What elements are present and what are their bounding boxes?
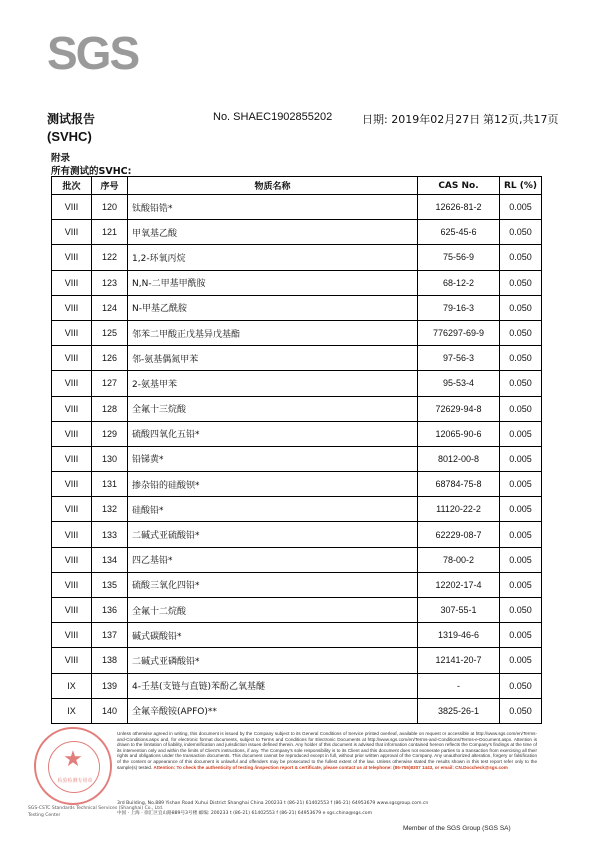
table-row xyxy=(52,195,542,220)
report-title: 测试报告 xyxy=(47,112,96,126)
svhc-heading: (SVHC) xyxy=(47,129,92,144)
page-count: 第12页,共17页 xyxy=(483,113,559,126)
col-header-batch: 批次 xyxy=(52,177,92,195)
cell-cas: 97-56-3 xyxy=(418,346,500,371)
table-row xyxy=(52,421,542,446)
cell-cas: 79-16-3 xyxy=(418,295,500,320)
cell-cas: 95-53-4 xyxy=(418,371,500,396)
cell-cas: 78-00-2 xyxy=(418,547,500,572)
cell-batch: VIII xyxy=(52,346,92,371)
cell-cas: 11120-22-2 xyxy=(418,497,500,522)
table-row xyxy=(52,497,542,522)
cell-batch: VIII xyxy=(52,522,92,547)
cell-batch: IX xyxy=(52,673,92,698)
cell-substance: 2-氨基甲苯 xyxy=(128,371,418,396)
cell-batch: VIII xyxy=(52,497,92,522)
cell-batch: VIII xyxy=(52,371,92,396)
cell-substance: 硫酸三氧化四铅* xyxy=(128,572,418,597)
table-row xyxy=(52,346,542,371)
cell-substance: N,N-二甲基甲酰胺 xyxy=(128,270,418,295)
member-line: Member of the SGS Group (SGS SA) xyxy=(403,825,511,832)
cell-rl: 0.005 xyxy=(500,446,542,471)
cell-rl: 0.005 xyxy=(500,572,542,597)
lab-name: SGS-CSTC Standards Technical Services (Shanghai) Co., Ltd. xyxy=(28,806,164,811)
col-header-no: 序号 xyxy=(92,177,128,195)
table-row xyxy=(52,598,542,623)
cell-substance: 甲氧基乙酸 xyxy=(128,220,418,245)
cell-cas: 1319-46-6 xyxy=(418,623,500,648)
appendix-label: 附录 xyxy=(51,153,71,164)
cell-substance: 1,2-环氧丙烷 xyxy=(128,245,418,270)
cell-cas: 12065-90-6 xyxy=(418,421,500,446)
attention-note: Attention: To check the authenticity of testing /inspection report & certificate, please contact us at telephone: (86-755)8307 1443, or email: CN.Doccheck@sgs.com xyxy=(153,764,508,770)
cell-rl: 0.050 xyxy=(500,220,542,245)
cell-batch: VIII xyxy=(52,472,92,497)
address-en: 3rd Building, No.889 Yishan Road Xuhui District Shanghai China 200233 t (86-21) 61402553 f (86-21) 64953679 www.sgsgroup.com.cn xyxy=(117,801,429,806)
cell-no: 136 xyxy=(92,598,128,623)
cell-rl: 0.050 xyxy=(500,371,542,396)
cell-batch: VIII xyxy=(52,446,92,471)
star-icon: ★ xyxy=(63,747,83,772)
cell-rl: 0.005 xyxy=(500,547,542,572)
table-row xyxy=(52,472,542,497)
cell-no: 131 xyxy=(92,472,128,497)
cell-no: 140 xyxy=(92,698,128,723)
cell-no: 126 xyxy=(92,346,128,371)
svhc-table xyxy=(51,176,542,724)
cell-cas: 68784-75-8 xyxy=(418,472,500,497)
table-row xyxy=(52,572,542,597)
cell-no: 135 xyxy=(92,572,128,597)
cell-no: 139 xyxy=(92,673,128,698)
cell-no: 125 xyxy=(92,320,128,345)
cell-substance: 全氟十三烷酸 xyxy=(128,396,418,421)
cell-substance: 碱式碳酸铅* xyxy=(128,623,418,648)
cell-rl: 0.005 xyxy=(500,472,542,497)
cell-rl: 0.050 xyxy=(500,346,542,371)
cell-batch: VIII xyxy=(52,598,92,623)
cell-cas: 12141-20-7 xyxy=(418,648,500,673)
cell-cas: 75-56-9 xyxy=(418,245,500,270)
cell-no: 121 xyxy=(92,220,128,245)
cell-batch: IX xyxy=(52,698,92,723)
cell-substance: 四乙基铅* xyxy=(128,547,418,572)
cell-substance: 二碱式亚硫酸铅* xyxy=(128,522,418,547)
cell-rl: 0.005 xyxy=(500,522,542,547)
cell-no: 132 xyxy=(92,497,128,522)
cell-substance: 4-壬基(支链与直链)苯酚乙氧基醚 xyxy=(128,673,418,698)
cell-no: 133 xyxy=(92,522,128,547)
cell-batch: VIII xyxy=(52,572,92,597)
cell-cas: 8012-00-8 xyxy=(418,446,500,471)
table-row xyxy=(52,371,542,396)
cell-cas: 62229-08-7 xyxy=(418,522,500,547)
cell-no: 124 xyxy=(92,295,128,320)
cell-rl: 0.050 xyxy=(500,270,542,295)
cell-cas: 12202-17-4 xyxy=(418,572,500,597)
table-row xyxy=(52,648,542,673)
disclaimer-text: Unless otherwise agreed in writing, this document is issued by the Company subject to its General Conditions of Service printed overleaf, available on request or accessible at http://www.sgs.com/en/Terms-and-Conditions.aspx and, for electronic format documents, subject to Terms and Conditions for Electronic Documents at http://www.sgs.com/en/Terms-and-Conditions/Terms-e-Document.aspx. Attention is drawn to the limitation of liability, indemnification and jurisdiction issues defined therein. Any holder of this document is advised that information contained hereon reflects the Company's findings at the time of its intervention only and within the limits of Client's instructions, if any. The Company's sole responsibility is to its Client and this document does not exonerate parties to a transaction from exercising all their rights and obligations under the transaction documents. This document cannot be reproduced except in full, without prior written approval of the Company. Any unauthorized alteration, forgery or falsification of the content or appearance of this document is unlawful and offenders may be prosecuted to the fullest extent of the law. Unless otherwise stated the results shown in this test report refer only to the sample(s) tested. xyxy=(117,731,537,770)
table-row xyxy=(52,673,542,698)
cell-batch: VIII xyxy=(52,648,92,673)
table-row xyxy=(52,245,542,270)
cell-rl: 0.050 xyxy=(500,673,542,698)
cell-rl: 0.050 xyxy=(500,396,542,421)
col-header-cas: CAS No. xyxy=(418,177,500,195)
cell-rl: 0.050 xyxy=(500,598,542,623)
table-row xyxy=(52,295,542,320)
cell-rl: 0.005 xyxy=(500,497,542,522)
cell-batch: VIII xyxy=(52,547,92,572)
cell-cas: 68-12-2 xyxy=(418,270,500,295)
cell-rl: 0.050 xyxy=(500,245,542,270)
cell-substance: 邻-氨基偶氮甲苯 xyxy=(128,346,418,371)
inspection-stamp xyxy=(34,727,112,805)
table-row xyxy=(52,396,542,421)
cell-cas: 72629-94-8 xyxy=(418,396,500,421)
cell-no: 134 xyxy=(92,547,128,572)
cell-substance: 硅酸铅* xyxy=(128,497,418,522)
table-row xyxy=(52,522,542,547)
cell-cas: - xyxy=(418,673,500,698)
cell-cas: 3825-26-1 xyxy=(418,698,500,723)
cell-batch: VIII xyxy=(52,220,92,245)
cell-substance: 全氟辛酸铵(APFO)** xyxy=(128,698,418,723)
cell-rl: 0.005 xyxy=(500,195,542,220)
cell-batch: VIII xyxy=(52,623,92,648)
table-row xyxy=(52,270,542,295)
cell-substance: N-甲基乙酰胺 xyxy=(128,295,418,320)
cell-no: 122 xyxy=(92,245,128,270)
cell-cas: 625-45-6 xyxy=(418,220,500,245)
cell-substance: 邻苯二甲酸正戊基异戊基酯 xyxy=(128,320,418,345)
cell-substance: 二碱式亚磷酸铅* xyxy=(128,648,418,673)
cell-cas: 307-55-1 xyxy=(418,598,500,623)
cell-rl: 0.050 xyxy=(500,698,542,723)
cell-no: 128 xyxy=(92,396,128,421)
table-row xyxy=(52,320,542,345)
cell-rl: 0.005 xyxy=(500,421,542,446)
cell-batch: VIII xyxy=(52,195,92,220)
col-header-substance: 物质名称 xyxy=(128,177,418,195)
disclaimer-block xyxy=(117,731,537,770)
lab-center: Testing Center xyxy=(28,813,61,818)
table-subtitle: 所有测试的SVHC: xyxy=(51,166,132,177)
cell-substance: 全氟十二烷酸 xyxy=(128,598,418,623)
cell-no: 130 xyxy=(92,446,128,471)
cell-cas: 776297-69-9 xyxy=(418,320,500,345)
report-date: 日期: 2019年02月27日 xyxy=(362,113,481,126)
stamp-text: 检验检测专用章 xyxy=(57,778,93,784)
cell-rl: 0.050 xyxy=(500,320,542,345)
cell-substance: 钛酸铅锆* xyxy=(128,195,418,220)
sgs-logo: SGS xyxy=(47,27,139,79)
col-header-rl: RL (%) xyxy=(500,177,542,195)
cell-no: 137 xyxy=(92,623,128,648)
cell-batch: VIII xyxy=(52,421,92,446)
cell-rl: 0.005 xyxy=(500,623,542,648)
cell-rl: 0.005 xyxy=(500,648,542,673)
cell-rl: 0.050 xyxy=(500,295,542,320)
table-header-row xyxy=(52,177,542,195)
cell-substance: 铅锑黄* xyxy=(128,446,418,471)
cell-substance: 掺杂铅的硅酸钡* xyxy=(128,472,418,497)
address-cn: 中国 · 上海 · 徐汇区宜山路889号3号楼 邮编: 200233 t (86-21) 61402553 f (86-21) 64953679 e sgs.china@sgs.com xyxy=(117,811,373,816)
cell-batch: VIII xyxy=(52,320,92,345)
cell-batch: VIII xyxy=(52,270,92,295)
cell-no: 120 xyxy=(92,195,128,220)
table-row xyxy=(52,220,542,245)
table-row xyxy=(52,547,542,572)
cell-batch: VIII xyxy=(52,396,92,421)
table-row xyxy=(52,446,542,471)
report-number: No. SHAEC1902855202 xyxy=(213,111,333,123)
cell-batch: VIII xyxy=(52,295,92,320)
cell-no: 138 xyxy=(92,648,128,673)
table-row xyxy=(52,698,542,723)
cell-no: 127 xyxy=(92,371,128,396)
table-row xyxy=(52,623,542,648)
cell-no: 123 xyxy=(92,270,128,295)
cell-cas: 12626-81-2 xyxy=(418,195,500,220)
cell-no: 129 xyxy=(92,421,128,446)
cell-batch: VIII xyxy=(52,245,92,270)
cell-substance: 硫酸四氧化五铅* xyxy=(128,421,418,446)
